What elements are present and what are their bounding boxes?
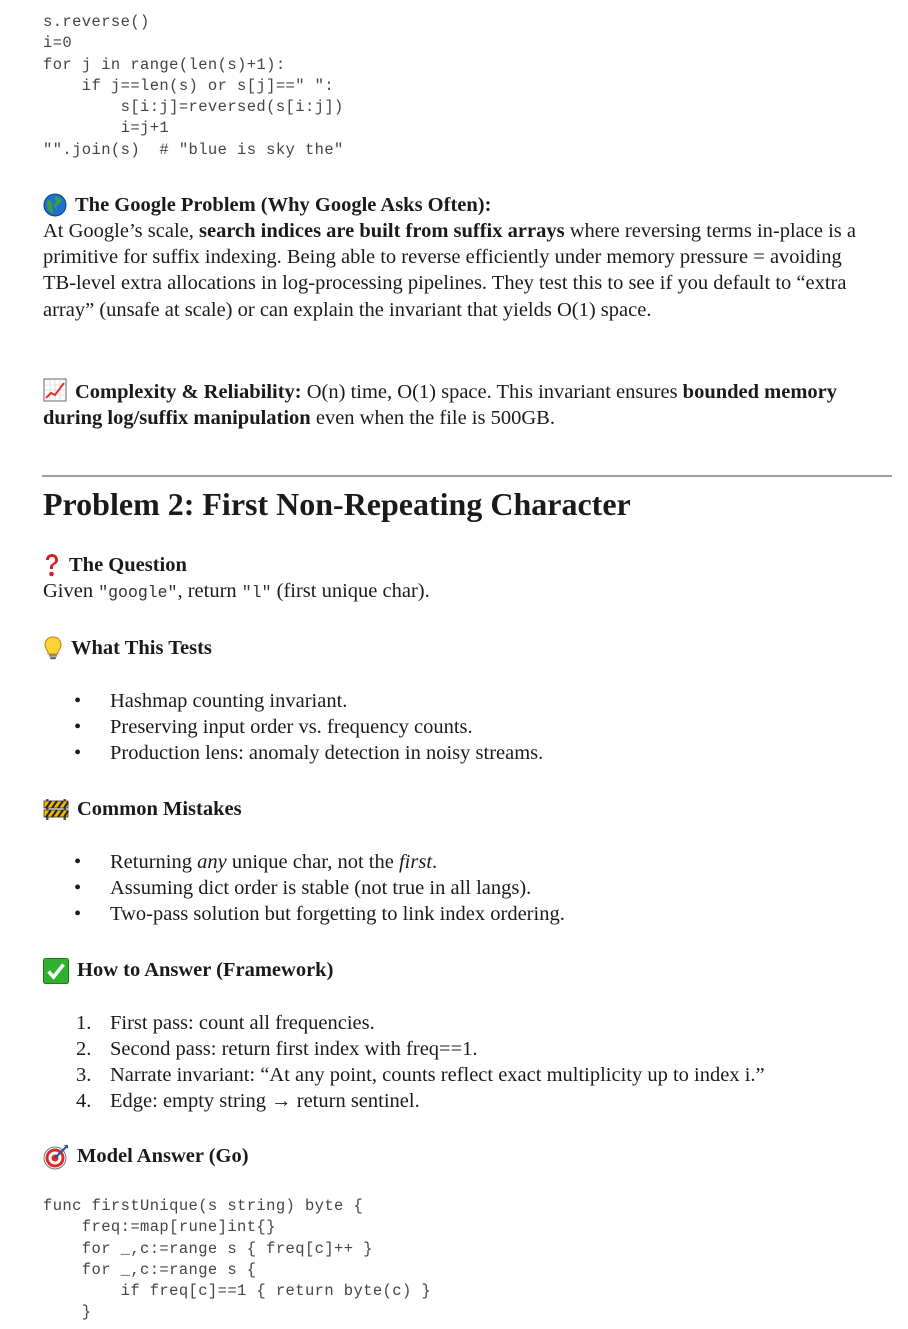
code-line: i=0 xyxy=(43,34,73,53)
inline-code: "l" xyxy=(241,583,272,602)
code-line: func firstUnique(s string) byte { xyxy=(43,1197,364,1215)
complexity-title: Complexity & Reliability: xyxy=(75,381,302,403)
complexity-section xyxy=(43,378,873,431)
lightbulb-icon xyxy=(43,636,63,660)
list-item: • Two-pass solution but forgetting to link index ordering. xyxy=(74,903,565,925)
list-item: 4. Edge: empty string → return sentinel. xyxy=(76,1090,420,1112)
code-line: } xyxy=(43,1303,92,1322)
tests-heading xyxy=(43,635,873,661)
code-line: for _,c:=range s { freq[c]++ } xyxy=(43,1239,373,1258)
code-line: s[i:j]=reversed(s[i:j]) xyxy=(43,98,344,117)
list-item: • Preserving input order vs. frequency counts. xyxy=(74,716,473,738)
question-heading xyxy=(43,552,873,578)
code-block-reverse xyxy=(43,12,344,161)
framework-heading xyxy=(43,957,873,983)
complexity-text: Complexity & Reliability: O(n) time, O(1) space. This invariant ensures bounded memory during log/suffix manipulation even when the file is 500GB. xyxy=(43,378,873,431)
model-answer-title: Model Answer (Go) xyxy=(77,1145,249,1167)
list-item: • Hashmap counting invariant. xyxy=(74,690,348,712)
construction-barrier-icon xyxy=(43,797,69,821)
mistakes-list xyxy=(43,849,565,927)
question-section xyxy=(43,552,873,606)
framework-list xyxy=(43,1010,765,1114)
google-problem-bold: search indices are built from suffix arrays xyxy=(199,220,565,242)
code-line: if freq[c]==1 { return byte(c) } xyxy=(43,1282,432,1301)
chart-increasing-icon xyxy=(43,378,67,402)
list-item: • Assuming dict order is stable (not true in all langs). xyxy=(74,877,532,899)
code-line: for j in range(len(s)+1): xyxy=(43,55,286,74)
framework-section xyxy=(43,957,873,983)
code-line: "".join(s) # "blue is sky the" xyxy=(43,140,344,159)
mistakes-heading xyxy=(43,796,873,822)
model-answer-heading xyxy=(43,1143,873,1169)
list-item: • Returning any unique char, not the first. xyxy=(74,851,438,873)
inline-code: "google" xyxy=(98,583,178,602)
tests-title: What This Tests xyxy=(71,637,212,659)
google-problem-title: The Google Problem (Why Google Asks Often): xyxy=(75,194,492,216)
model-answer-section xyxy=(43,1143,873,1169)
list-item: • Production lens: anomaly detection in noisy streams. xyxy=(74,742,544,764)
check-mark-icon xyxy=(43,958,69,982)
framework-title: How to Answer (Framework) xyxy=(77,959,334,981)
question-text: Given "google", return "l" (first unique char). xyxy=(43,580,430,602)
section-divider xyxy=(42,475,892,477)
question-mark-icon xyxy=(43,553,61,577)
problem-2-title: Problem 2: First Non-Repeating Character xyxy=(43,486,631,522)
mistakes-title: Common Mistakes xyxy=(77,798,242,820)
list-item: 2. Second pass: return first index with freq==1. xyxy=(76,1038,478,1060)
code-block-model-answer xyxy=(43,1196,431,1324)
google-problem-text: At Google’s scale, search indices are built from suffix arrays where reversing terms in-place is a primitive for suffix indexing. Being able to reverse efficiently under memory pressure = avoiding TB-level extra allocations in log-processing pipelines. They test this to see if you default to “extra array” (unsafe at scale) or can explain the invariant that yields O(1) space. xyxy=(43,220,856,321)
list-item: 1. First pass: count all frequencies. xyxy=(76,1012,375,1034)
code-line: s.reverse() xyxy=(43,13,150,31)
globe-icon xyxy=(43,193,67,217)
google-problem-section xyxy=(43,192,873,323)
code-line: i=j+1 xyxy=(43,119,170,138)
target-icon xyxy=(43,1144,69,1168)
complexity-bold: bounded memory during log/suffix manipulation xyxy=(43,381,838,430)
list-item: 3. Narrate invariant: “At any point, counts reflect exact multiplicity up to index i.” xyxy=(76,1064,765,1086)
question-title: The Question xyxy=(69,554,187,576)
google-problem-heading xyxy=(43,192,873,218)
tests-section xyxy=(43,635,873,661)
code-line: for _,c:=range s { xyxy=(43,1260,257,1279)
mistakes-section xyxy=(43,796,873,822)
code-line: freq:=map[rune]int{} xyxy=(43,1218,276,1237)
tests-list xyxy=(43,688,543,766)
code-line: if j==len(s) or s[j]==" ": xyxy=(43,76,335,95)
